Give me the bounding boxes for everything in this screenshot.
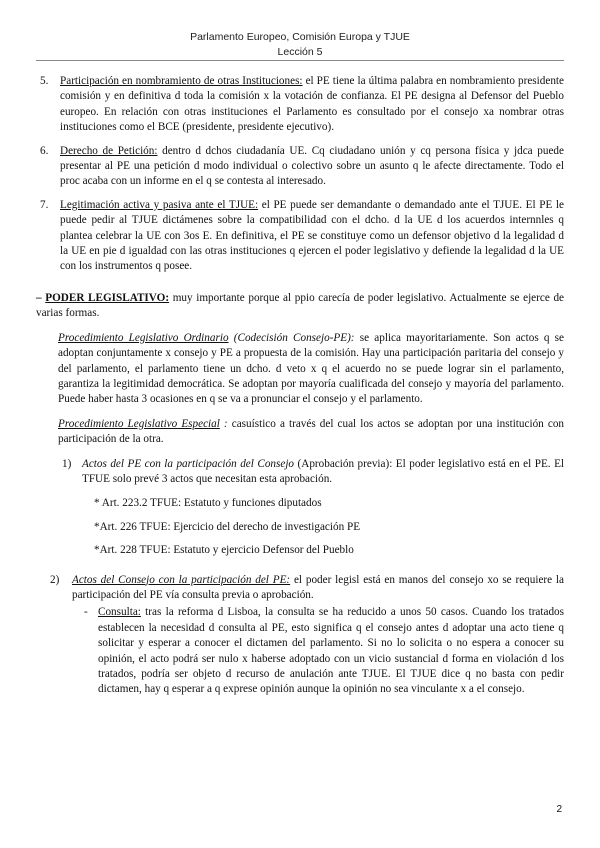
subitem-title: Actos del PE con la participación del Consejo	[82, 457, 295, 470]
subitem-1	[36, 457, 564, 488]
item-text: el PE puede ser demandante o demandado ante el TJUE. El PE le puede pedir al TJUE dictámenes sobre la compatibilidad con el dcho. d la UE d los acuerdos internnles q plantea celebrar la UE con 3os E. En definitiva, el PE se constituye como un defensor objetivo d la legalidad d la UE en pie d igualdad con las otras instituciones q ejercen el poder legislativo y defiende la legalidad d la UE con los instrumentos q posee.	[60, 198, 564, 273]
document-body	[36, 74, 564, 698]
subitem-paren: (Aprobación previa):	[294, 457, 393, 470]
bullet-subtitle: :	[219, 417, 228, 430]
article-line-3: *Art. 228 TFUE: Estatuto y ejercicio Defensor del Pueblo	[94, 544, 354, 557]
subitem-number: 2)	[50, 573, 60, 586]
dash-heading: Consulta:	[98, 606, 141, 619]
article-line-2: *Art. 226 TFUE: Ejercicio del derecho de investigación PE	[94, 520, 361, 533]
subitem-text: El poder legislativo está en el PE. El TFUE solo prevé 3 actos que necesitan esta aprobación.	[82, 457, 565, 485]
subitem-number: 1)	[62, 457, 72, 470]
dash-symbol: -	[84, 606, 88, 619]
subitem-2	[36, 573, 564, 604]
item-number: 6.	[40, 144, 49, 157]
item-text: dentro d dchos ciudadanía UE. Cq ciudadano unión y cq persona física y jdca puede presentar al PE una petición d modo individual o colectivo sobre un asunto q le afecte directamente. Todo el proc acaba con un informe en el q se contesta al interesado.	[60, 144, 564, 188]
subitem-title: Actos del Consejo con la participación del PE:	[72, 573, 291, 586]
subitem-text: el poder legisl está en manos del consejo xo se requiere la participación del PE vía consulta previa o aprobación.	[72, 573, 565, 601]
header-lesson: Lección 5	[277, 46, 323, 58]
header-divider	[36, 60, 564, 61]
bullet-heading: Procedimiento Legislativo Ordinario	[58, 331, 229, 344]
numbered-item-7	[36, 198, 564, 275]
numbered-item-5	[36, 74, 564, 136]
section-poder-legislativo	[36, 291, 564, 322]
item-number: 5.	[40, 75, 49, 87]
dash-item-consulta	[36, 605, 564, 697]
item-heading: Participación en nombramiento de otras Instituciones:	[60, 75, 303, 87]
bullet-especial	[36, 417, 564, 448]
dash-text: tras la reforma d Lisboa, la consulta se ha reducido a unos 50 casos. Cuando los tratados establecen la necesidad d consulta al PE, esto significa q el consejo antes d adoptar una acto tiene q solicitar y esperar a conocer el dictamen del parlamento. Si no lo solicita o no espera a conocer su opinión, el acto podrá ser nulo x haberse adoptado con un vicio sustancial d forma en violación d los tratados, podría ser objeto d recurso de anulación ante TJUE. El TJUE dice q no basta con pedir dictamen, hay q esperar a q exprese opinión aunque la opinión no sea vinculante x a el consejo.	[98, 606, 564, 696]
bullet-text: se aplica mayoritariamente. Son actos q se adoptan conjuntamente x consejo y PE a propuesta de la comisión. Hay una participación paritaria del consejo y del parlamento, el parlamento tiene un dcho. d veto x q el acuerdo no se puede lograr sin el parlamento, garantiza la legitimidad democrática. Se adoptan por mayoría cualificada del consejo y mayoría del parlamento. Puede haber hasta 3 ocasiones en q se va a pronunciar el consejo y el parlamento.	[58, 331, 564, 406]
bullet-ordinario	[36, 331, 564, 408]
header-title: Parlamento Europeo, Comisión Europa y TJUE	[190, 31, 410, 43]
section-title: PODER LEGISLATIVO:	[45, 291, 170, 304]
section-dash: –	[36, 291, 42, 304]
article-line-1: * Art. 223.2 TFUE: Estatuto y funciones diputados	[94, 497, 322, 510]
page-number: 2	[556, 804, 562, 815]
bullet-subtitle: (Codecisión Consejo-PE):	[228, 331, 355, 344]
bullet-text: casuístico a través del cual los actos se adoptan por una institución con participación de la otra.	[58, 417, 565, 446]
section-text: muy importante porque al ppio carecía de poder legislativo. Actualmente se ejerce de varias formas.	[36, 291, 565, 320]
item-heading: Legitimación activa y pasiva ante el TJUE:	[60, 198, 259, 211]
item-number: 7.	[40, 198, 49, 211]
bullet-heading: Procedimiento Legislativo Especial	[58, 417, 220, 430]
item-text: el PE tiene la última palabra en nombramiento presidente comisión y en definitiva d toda la comisión x la votación de confianza. El PE designa al Defensor del Pueblo europeo. En relación con otras instituciones el Parlamento es consultado por el consejo xa nombrar otras instituciones como el BCE (presidente, presidente ejecutivo).	[60, 75, 564, 134]
item-heading: Derecho de Petición:	[60, 144, 158, 157]
numbered-item-6	[36, 144, 564, 190]
